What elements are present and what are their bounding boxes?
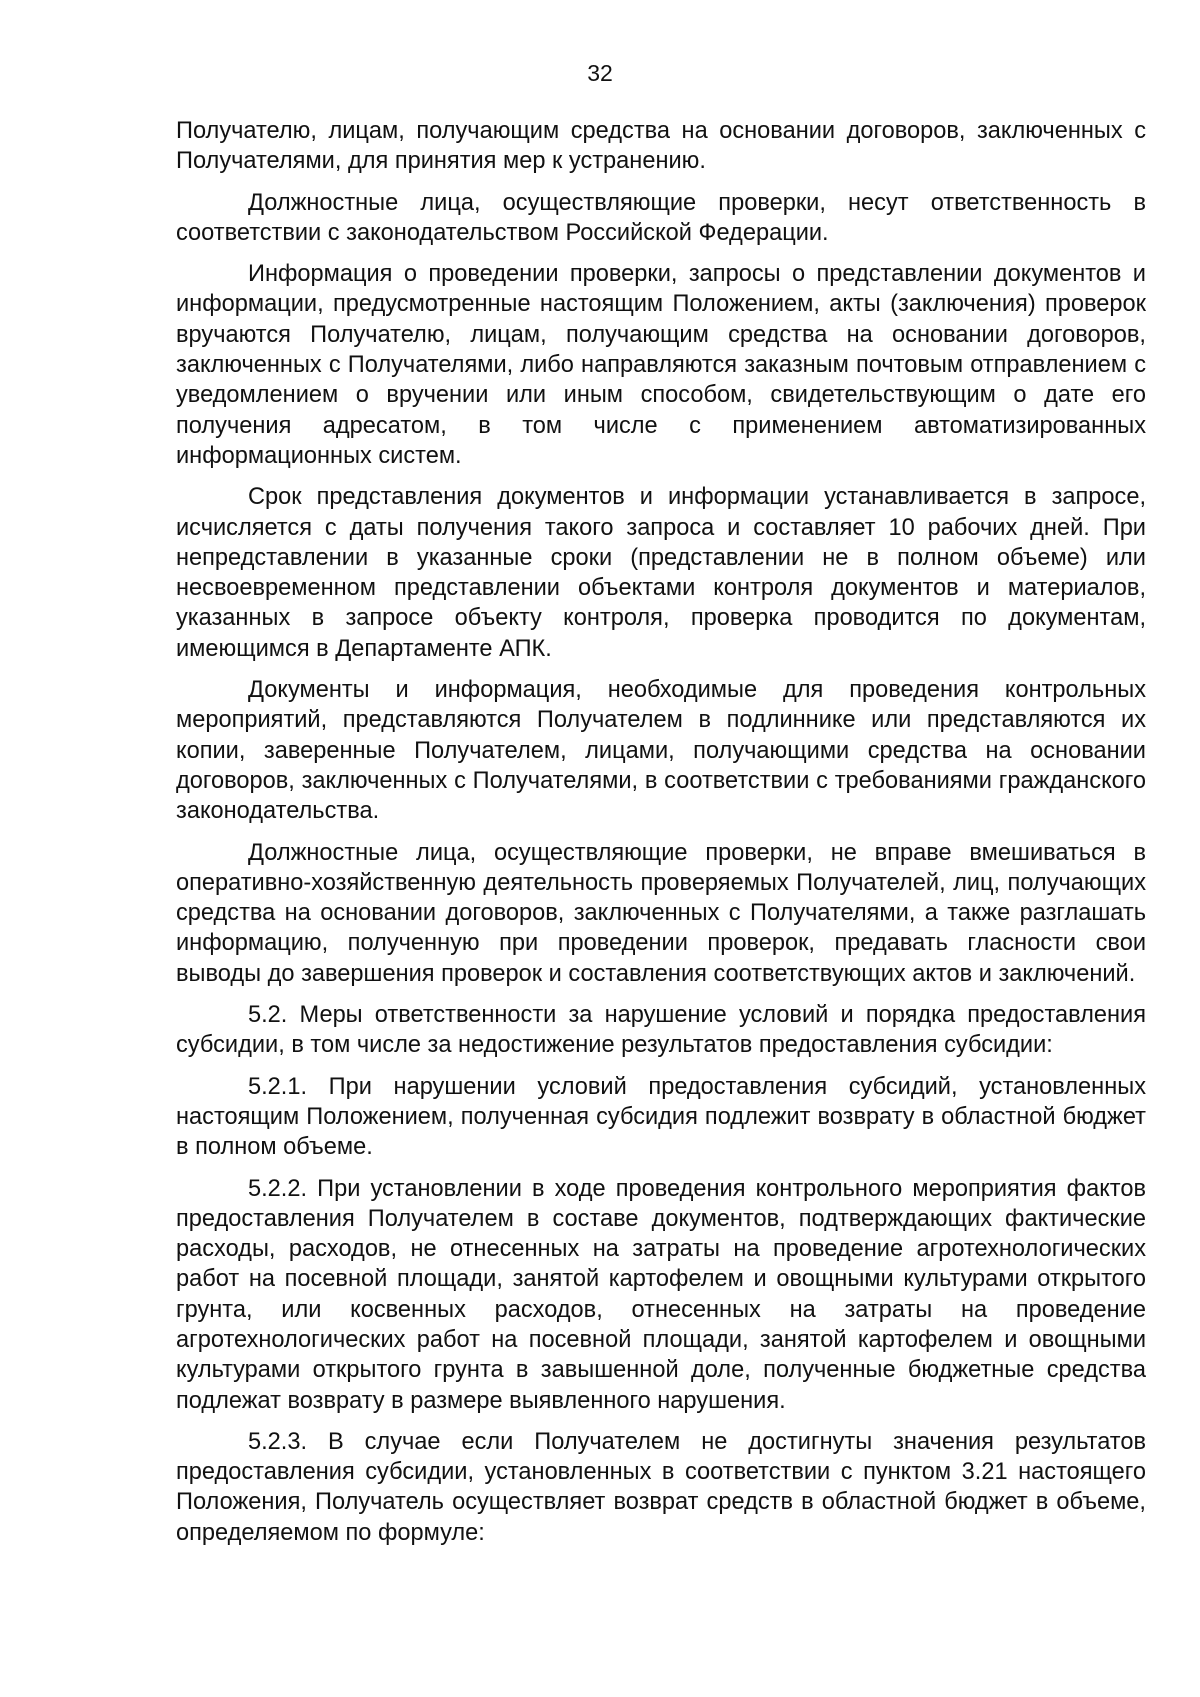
paragraph-continuation: Получателю, лицам, получающим средства на основании договоров, заключенных с Получателями, для принятия мер к устранению.: [176, 118, 1146, 175]
section-5-2-heading: 5.2. Меры ответственности за нарушение условий и порядка предоставления субсидии, в том числе за недостижение результатов предоставления субсидии:: [176, 1002, 1146, 1059]
section-5-2-1: 5.2.1. При нарушении условий предоставления субсидий, установленных настоящим Положением, полученная субсидия подлежит возврату в областной бюджет в полном объеме.: [176, 1073, 1146, 1161]
document-body: [176, 116, 1146, 1559]
paragraph-officials-restrictions: Должностные лица, осуществляющие проверки, не вправе вмешиваться в оперативно-хозяйственную деятельность проверяемых Получателей, лиц, получающих средства на основании договоров, заключенных с Получателями, а также разглашать информацию, полученную при проведении проверок, предавать гласности свои выводы до завершения проверок и составления соответствующих актов и заключений.: [176, 839, 1146, 987]
section-5-2-3: 5.2.3. В случае если Получателем не достигнуты значения результатов предоставления субсидии, установленных в соответствии с пунктом 3.21 настоящего Положения, Получатель осуществляет возврат средств в областной бюджет в объеме, определяемом по формуле:: [176, 1428, 1146, 1546]
paragraph-documents-required: Документы и информация, необходимые для проведения контрольных мероприятий, представляются Получателем в подлиннике или представляются их копии, заверенные Получателем, лицами, получающими средства на основании договоров, заключенных с Получателями, в соответствии с требованиями гражданского законодательства.: [176, 677, 1146, 825]
page-number: 32: [587, 60, 613, 86]
paragraph-responsibility: Должностные лица, осуществляющие проверки, несут ответственность в соответствии с законодательством Российской Федерации.: [176, 189, 1146, 246]
section-5-2-2: 5.2.2. При установлении в ходе проведения контрольного мероприятия фактов предоставления Получателем в составе документов, подтверждающих фактические расходы, расходов, не отнесенных на затраты на проведение агротехнологических работ на посевной площади, занятой картофелем и овощными культурами открытого грунта, или косвенных расходов, отнесенных на затраты на проведение агротехнологических работ на посевной площади, занятой картофелем и овощными культурами открытого грунта в завышенной доле, полученные бюджетные средства подлежат возврату в размере выявленного нарушения.: [176, 1175, 1146, 1414]
paragraph-inspection-info: Информация о проведении проверки, запросы о представлении документов и информации, предусмотренные настоящим Положением, акты (заключения) проверок вручаются Получателю, лицам, получающим средства на основании договоров, заключенных с Получателями, либо направляются заказным почтовым отправлением с уведомлением о вручении или иным способом, свидетельствующим о дате его получения адресатом, в том числе с применением автоматизированных информационных систем.: [176, 261, 1146, 469]
paragraph-document-deadline: Срок представления документов и информации устанавливается в запросе, исчисляется с даты получения такого запроса и составляет 10 рабочих дней. При непредставлении в указанные сроки (представлении не в полном объеме) или несвоевременном представлении объектами контроля документов и материалов, указанных в запросе объекту контроля, проверка проводится по документам, имеющимся в Департаменте АПК.: [176, 484, 1146, 662]
